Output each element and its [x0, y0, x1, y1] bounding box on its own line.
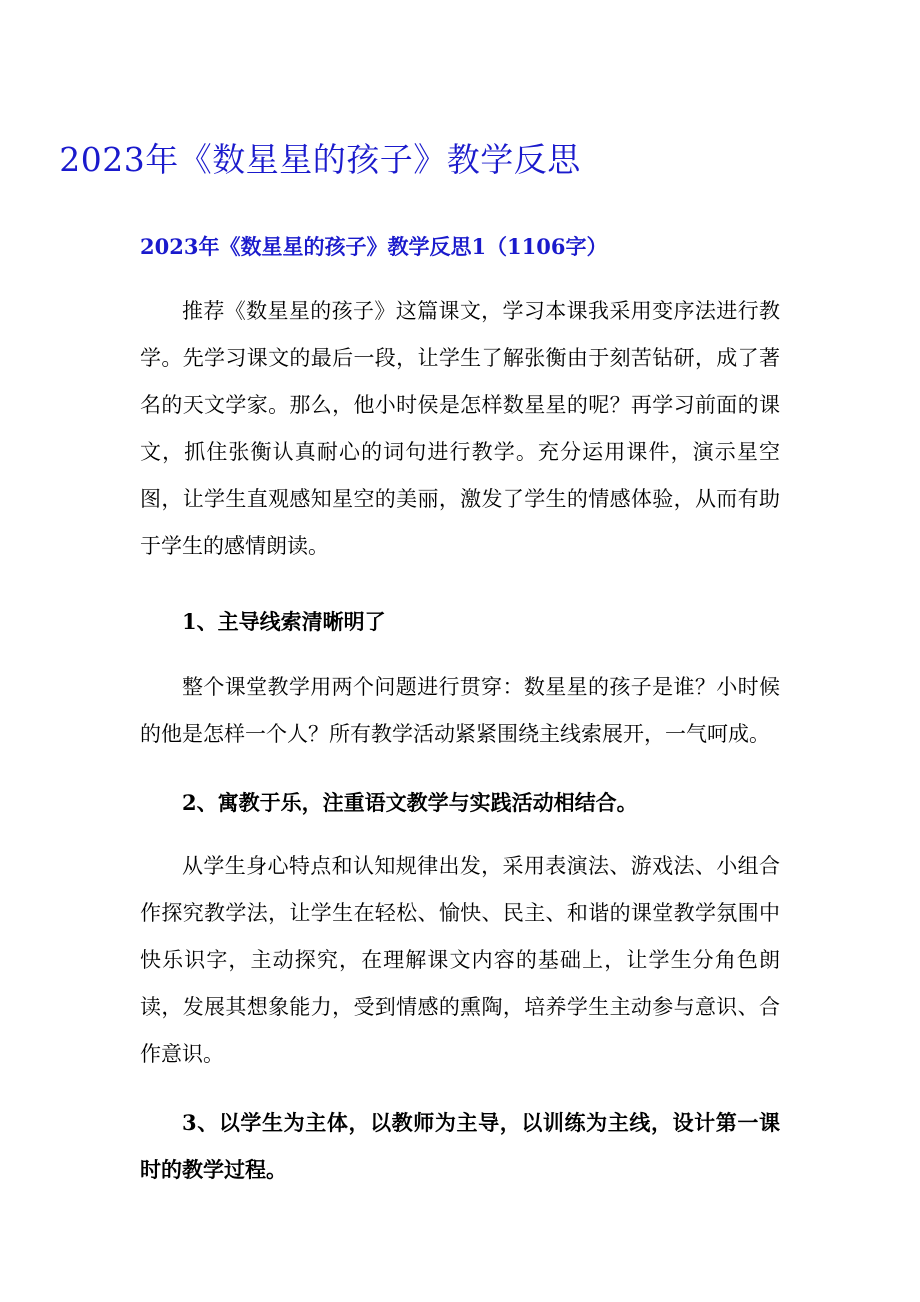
point2-heading: 2、寓教于乐，注重语文教学与实践活动相结合。	[182, 790, 638, 815]
point2-paragraph: 从学生身心特点和认知规律出发，采用表演法、游戏法、小组合作探究教学法，让学生在轻松、愉快、民主、和谐的课堂教学氛围中快乐识字，主动探究，在理解课文内容的基础上，让学生分角色朗读，发展其想象能力，受到情感的熏陶，培养学生主动参与意识、合作意识。	[140, 854, 780, 1066]
document-title: 2023年《数星星的孩子》教学反思	[59, 140, 581, 179]
section-heading: 2023年《数星星的孩子》教学反思1（1106字）	[140, 234, 608, 259]
point1-heading: 1、主导线索清晰明了	[182, 609, 386, 634]
point1-paragraph: 整个课堂教学用两个问题进行贯穿：数星星的孩子是谁？小时候的他是怎样一个人？所有教学活动紧紧围绕主线索展开，一气呵成。	[140, 675, 780, 746]
point3-heading: 3、以学生为主体，以教师为主导，以训练为主线，设计第一课时的教学过程。	[140, 1110, 780, 1182]
intro-paragraph: 推荐《数星星的孩子》这篇课文，学习本课我采用变序法进行教学。先学习课文的最后一段，让学生了解张衡由于刻苦钻研，成了著名的天文学家。那么，他小时侯是怎样数星星的呢？再学习前面的课文，抓住张衡认真耐心的词句进行教学。充分运用课件，演示星空图，让学生直观感知星空的美丽，激发了学生的情感体验，从而有助于学生的感情朗读。	[140, 299, 780, 558]
